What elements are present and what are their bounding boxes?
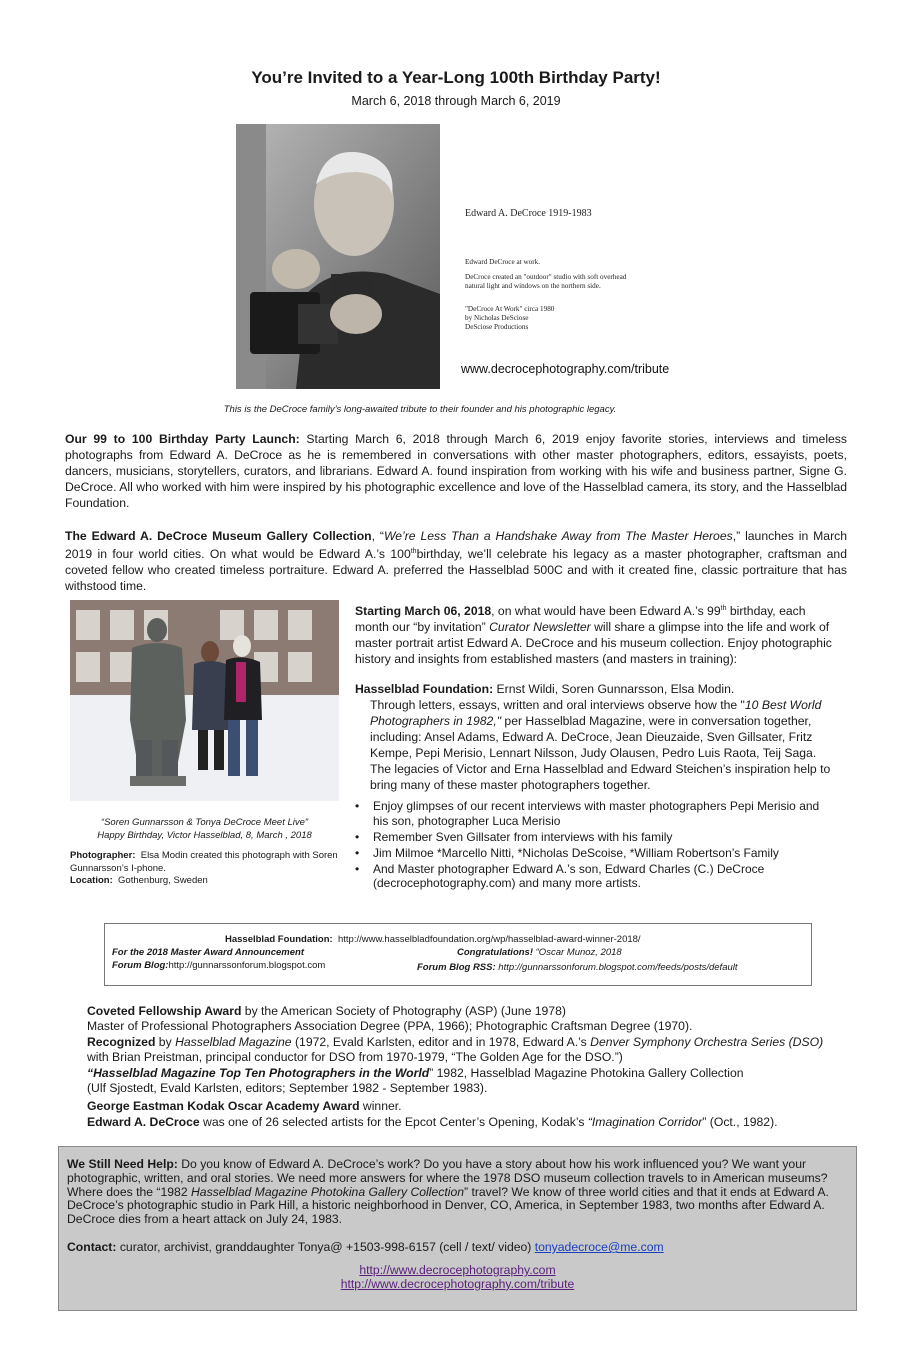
photographer-text: Elsa Modin created this photograph with Soren Gunnarsson’s I-phone.: [70, 850, 338, 874]
congrats-label: Congratulations!: [457, 947, 533, 958]
list-item: • Enjoy glimpses of our recent interviews with master photographers Pepi Merisio and his son, photographer Luca Merisio: [355, 799, 835, 828]
launch-paragraph: [65, 431, 847, 511]
help-text-b: ” travel? We know of three world cities and that it ends at Edward A. DeCroce’s photographic studio in Park Hill, a historic neighborhood in Denver, CO, America, in September 1983, two months after Edward A. DeCroce dies from a heart attack on July 24, 1983.: [67, 1184, 829, 1227]
hf-em: 10 Best World Photographers in 1982,": [370, 698, 822, 729]
curator-newsletter: Curator Newsletter: [489, 620, 591, 635]
congrats-text: “Oscar Munoz, 2018: [533, 947, 622, 958]
award-5: (Ulf Sjostedt, Evald Karlsten, editors; September 1982 - September 1983).: [87, 1081, 488, 1096]
rss-row: [417, 961, 738, 974]
award-1-text: by the American Society of Photography (ASP) (June 1978): [241, 1004, 566, 1018]
award-1: [87, 1004, 827, 1019]
award-3: [87, 1035, 827, 1066]
rss-label: Forum Blog RSS:: [417, 962, 496, 973]
help-lead: We Still Need Help:: [67, 1157, 178, 1171]
help-text-a: Do you know of Edward A. DeCroce’s work? Do you have a story about how his work influenced you? We want your photographic, written, and oral stories. We need more answers for where the 1978 DSO museum collection travels to in American museums? Where does the “1982: [67, 1157, 828, 1199]
tribute-url[interactable]: www.decrocephotography.com/tribute: [461, 362, 670, 376]
starting-text-a: , on what would have been Edward A.’s 99: [491, 604, 721, 619]
award-7: [87, 1115, 827, 1130]
blog-label: Forum Blog:: [112, 960, 169, 971]
portrait-image: [236, 124, 440, 389]
award-7-b: ” (Oct., 1982).: [702, 1114, 778, 1129]
meeting-caption: [70, 816, 339, 842]
congrats-row: [457, 946, 622, 959]
location-text: Gothenburg, Sweden: [118, 875, 208, 886]
launch-lead: Our 99 to 100 Birthday Party Launch:: [65, 432, 300, 446]
collection-text-b: birthday, we’ll celebrate his legacy as a master photographer, craftsman and coveted fellow who created timeless portraiture. Edward A. preferred the Hasselblad 500C and with it created fine, classic portraiture that has withstood time.: [65, 547, 847, 594]
page-title: You’re Invited to a Year-Long 100th Birthday Party!: [251, 68, 661, 87]
list-item: • Jim Milmoe *Marcello Nitti, *Nicholas DeScoise, *William Robertson’s Family: [355, 846, 835, 861]
hf-link-row: [225, 933, 641, 946]
starting-lead: Starting March 06, 2018: [355, 604, 492, 619]
portrait-photo: [236, 124, 440, 389]
blog-url[interactable]: http://gunnarssonforum.blogspot.com: [168, 960, 326, 971]
help-links: [59, 1264, 856, 1292]
award-1-bold: Coveted Fellowship Award: [87, 1004, 242, 1018]
collection-text-a: launches in March 2019 in four world cities. On what would be Edward A.’s 100: [65, 529, 847, 562]
meeting-caption-2: Happy Birthday, Victor Hasselblad, 8, March , 2018: [97, 830, 312, 841]
award-3-em1: Hasselblad Magazine: [175, 1034, 292, 1049]
award-3-b: (1972, Evald Karlsten, editor and in 1978, Edward A.’s: [291, 1034, 591, 1049]
portrait-caption-1: Edward DeCroce at work.: [465, 257, 541, 266]
hf-lead: Hasselblad Foundation:: [355, 682, 494, 697]
tribute-note: This is the DeCroce family’s long-awaited tribute to their founder and his photographic legacy.: [223, 404, 617, 415]
list-item: • Remember Sven Gillsater from interviews with his family: [355, 830, 835, 845]
date-range: March 6, 2018 through March 6, 2019: [351, 94, 561, 108]
hf-link-label: Hasselblad Foundation:: [225, 934, 333, 945]
newsletter-column: [355, 601, 835, 892]
hf-text-b: per Hasselblad Magazine, were in conversation together, including: Ansel Adams, Edward A. DeCroce, Jean Dieuzaide, Sven Gillsater, Fritz Kempe, Pepi Merisio, Lennart Nilsson, Judy Olausen, Pedro Luis Raota, Teij Saga. The legacies of Victor and Erna Hasselblad and Edward Steichen’s inspiration help to bring many of these master photographers together.: [370, 714, 831, 793]
starting-text-b: birthday, each month our “by invitation”: [355, 604, 806, 635]
help-paragraph: [67, 1158, 847, 1227]
help-box: [58, 1146, 857, 1311]
meeting-caption-1: “Soren Gunnarsson & Tonya DeCroce Meet Live”: [100, 817, 309, 828]
links-box: [104, 923, 812, 986]
award-6-bold: George Eastman Kodak Oscar Academy Award: [87, 1099, 360, 1114]
collection-sup: th: [410, 548, 417, 555]
starting-sup: th: [720, 605, 727, 612]
collection-lead: The Edward A. DeCroce Museum Gallery Collection: [65, 529, 372, 543]
hf-heading: [355, 681, 835, 697]
awards-list: [87, 1004, 827, 1130]
award-3-a: by: [155, 1034, 176, 1049]
collection-paragraph: The Edward A. DeCroce Museum Gallery Collection, “We’re Less Than a Handshake Away from The Master Heroes,” launches in March 2019 in four world cities. On what would be Edward A.’s 100thbirthday, we’ll celebrate his legacy as a master photographer, craftsman and coveted fellow who created timeless portraiture. Edward A. preferred the Hasselblad 500C and with it created fine, classic portraiture that has withstood time.: [65, 529, 847, 594]
hf-text-a: Through letters, essays, written and oral interviews observe how the ": [370, 698, 745, 713]
award-3-bold: Recognized: [87, 1034, 156, 1049]
portrait-caption: [465, 208, 635, 332]
award-6: [87, 1099, 827, 1114]
award-4-bold: “Hasselblad Magazine Top Ten Photographers in the World: [87, 1065, 430, 1080]
meeting-credit: [70, 850, 340, 888]
contact-line: [67, 1241, 847, 1255]
hf-link-url[interactable]: http://www.hasselbladfoundation.org/wp/hasselblad-award-winner-2018/: [337, 934, 641, 945]
portrait-caption-2: DeCroce created an "outdoor" studio with soft overhead natural light and windows on the northern side.: [465, 272, 627, 290]
collection-quote: We’re Less Than a Handshake Away from The Master Heroes: [383, 529, 733, 543]
contact-text: curator, archivist, granddaughter Tonya@ +1503-998-6157 (cell / text/ video): [116, 1240, 535, 1254]
award-line: For the 2018 Master Award Announcement: [112, 947, 304, 958]
rss-url[interactable]: http://gunnarssonforum.blogspot.com/feeds/posts/default: [495, 962, 738, 973]
contact-label: Contact:: [67, 1240, 117, 1254]
bullet-list: [355, 799, 835, 891]
blog-row: [112, 959, 325, 972]
tribute-link[interactable]: http://www.decrocephotography.com/tribute: [340, 1276, 575, 1291]
list-item: • And Master photographer Edward A.’s son, Edward Charles (C.) DeCroce (decrocephotography.com) and many more artists.: [355, 862, 835, 891]
award-3-c: with Brian Preistman, principal conductor for DSO from 1970-1979, “The Golden Age for the DSO.”): [87, 1050, 623, 1065]
award-7-bold: Edward A. DeCroce: [87, 1114, 200, 1129]
award-7-a: was one of 26 selected artists for the Epcot Center’s Opening, Kodak’s: [199, 1114, 588, 1129]
contact-email-link[interactable]: tonyadecroce@me.com: [534, 1240, 664, 1254]
website-link[interactable]: http://www.decrocephotography.com: [359, 1263, 556, 1277]
starting-text-c: will share a glimpse into the life and work of master portrait artist Edward A. DeCroce and his museum collection. Enjoy photographic history and insights from established masters (and masters in training):: [355, 620, 832, 667]
portrait-credit-2: by Nicholas DeSciose: [465, 313, 529, 322]
location-label: Location:: [70, 875, 113, 886]
meeting-photo: [70, 600, 339, 801]
help-em: Hasselblad Magazine Photokina Gallery Collection: [190, 1184, 464, 1199]
hf-paragraph: [355, 697, 835, 793]
starting-paragraph: [355, 601, 835, 667]
award-6-text: winner.: [359, 1099, 402, 1114]
launch-text: Starting March 6, 2018 through March 6, 2019 enjoy favorite stories, interviews and timeless photographs from Edward A. DeCroce as he is remembered in conversations with other master photographers, editors, essayists, poets, dancers, musicians, storytellers, curators, and librarians. Edward A. found inspiration from working with his wife and business partner, Signe G. DeCroce. All who worked with him were inspired by his photographic excellence and love of the Hasselblad camera, its story, and the Hasselblad Foundation.: [65, 432, 847, 510]
award-4-text: ” 1982, Hasselblad Magazine Photokina Gallery Collection: [429, 1065, 744, 1080]
meeting-image: [70, 600, 339, 801]
award-7-em: “Imagination Corridor: [587, 1114, 703, 1129]
award-2: Master of Professional Photographers Association Degree (PPA, 1966); Photographic Craftsman Degree (1970).: [87, 1019, 693, 1034]
award-3-em2: Denver Symphony Orchestra Series (DSO): [590, 1034, 824, 1049]
award-4: [87, 1066, 827, 1081]
portrait-credit-1: "DeCroce At Work" circa 1980: [465, 304, 555, 313]
photographer-label: Photographer:: [70, 850, 136, 861]
hf-names: Ernst Wildi, Soren Gunnarsson, Elsa Modin.: [493, 682, 735, 697]
portrait-credit-3: DeSciose Productions: [465, 322, 529, 331]
portrait-name: Edward A. DeCroce 1919-1983: [465, 208, 592, 219]
